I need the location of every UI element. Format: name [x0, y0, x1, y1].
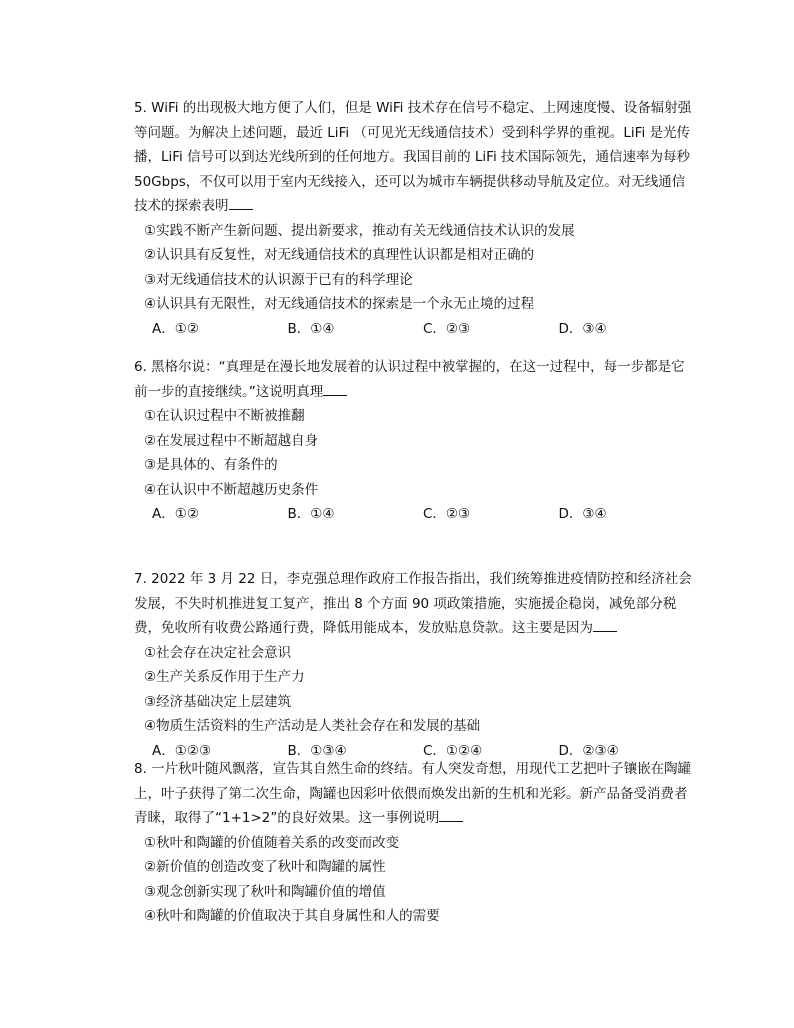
statement-2: ②在发展过程中不断超越自身 [144, 432, 319, 449]
choice-c[interactable]: C．②③ [423, 506, 471, 522]
question-stem-text: 8. 一片秋叶随风飘落，宣告其自然生命的终结。有人突发奇想，用现代工艺把叶子镶嵌在陶罐上，叶子获得了第二次生命，陶罐也因彩叶依偎而焕发出新的生机和光彩。新产品备受消费者青睐，取得了“1+1>2”的良好效果。这一事例说明 [134, 761, 692, 826]
question-stem-text: 6. 黑格尔说：“真理是在漫长地发展着的认识过程中被掌握的，在这一过程中，每一步都是它前一步的直接继续。”这说明真理 [134, 359, 685, 400]
statement-3: ③对无线通信技术的认识源于已有的科学理论 [144, 271, 413, 288]
statement-2: ②新价值的创造改变了秋叶和陶罐的属性 [144, 859, 386, 875]
statement-1: ①实践不断产生新问题、提出新要求，推动有关无线通信技术认识的发展 [144, 222, 575, 239]
question-6 [134, 355, 694, 527]
statement-3: ③经济基础决定上层建筑 [144, 693, 292, 710]
statement-1: ①在认识过程中不断被推翻 [144, 408, 305, 424]
answer-blank[interactable] [439, 809, 463, 822]
question-stem [134, 757, 694, 831]
question-5 [134, 96, 694, 341]
answer-blank[interactable] [323, 383, 347, 396]
choice-c[interactable]: C．①②④ [423, 742, 483, 759]
statement-4: ④秋叶和陶罐的价值取决于其自身属性和人的需要 [144, 908, 440, 924]
answer-blank[interactable] [593, 619, 617, 632]
statement-4: ④在认识中不断超越历史条件 [144, 481, 319, 498]
choice-b[interactable]: B．①④ [287, 320, 335, 337]
statement-4: ④认识具有无限性，对无线通信技术的探索是一个永无止境的过程 [144, 296, 535, 312]
question-stem-text: 5. WiFi 的出现极大地方便了人们，但是 WiFi 技术存在信号不稳定、上网速度慢、设备辐射强等问题。为解决上述问题，最近 LiFi （可见光无线通信技术）受到科学界的重视。LiFi 是光传播，LiFi 信号可以到达光线所到的任何地方。我国目前的 LiFi 技术国际领先，通信速率为每秒 50Gbps，不仅可以用于室内无线接入，还可以为城市车辆提供移动导航及定位。对无线通信技术的探索表明 [134, 100, 692, 214]
statement-1: ①秋叶和陶罐的价值随着关系的改变而改变 [144, 834, 400, 851]
question-7 [134, 567, 694, 763]
choice-d[interactable]: D．③④ [558, 320, 607, 337]
choice-b[interactable]: B．①④ [287, 506, 335, 522]
statement-1: ①社会存在决定社会意识 [144, 644, 292, 661]
question-stem [134, 355, 694, 404]
choice-d[interactable]: D．②③④ [558, 742, 619, 759]
choice-row [152, 502, 694, 527]
question-stem [134, 96, 694, 219]
question-stem [134, 567, 694, 641]
choice-a[interactable]: A．①②③ [152, 742, 212, 759]
choice-b[interactable]: B．①③④ [287, 742, 347, 759]
choice-c[interactable]: C．②③ [423, 320, 471, 337]
statement-4: ④物质生活资料的生产活动是人类社会存在和发展的基础 [144, 718, 481, 734]
statement-2: ②生产关系反作用于生产力 [144, 669, 305, 685]
statement-3: ③观念创新实现了秋叶和陶罐价值的增值 [144, 883, 386, 900]
question-stem-text: 7. 2022 年 3 月 22 日，李克强总理作政府工作报告指出，我们统筹推进疫情防控和经济社会发展，不失时机推进复工复产，推出 8 个方面 90 项政策措施，实施援企稳岗，减免部分税费，免收所有收费公路通行费，降低用能成本，发放贴息贷款。这主要是因为 [134, 571, 692, 636]
choice-d[interactable]: D．③④ [558, 506, 607, 522]
statement-2: ②认识具有反复性，对无线通信技术的真理性认识都是相对正确的 [144, 247, 535, 263]
choice-a[interactable]: A．①② [152, 506, 199, 522]
answer-blank[interactable] [229, 197, 253, 210]
choice-row [152, 317, 694, 342]
choice-a[interactable]: A．①② [152, 320, 199, 337]
statement-3: ③是具体的、有条件的 [144, 457, 278, 473]
question-8 [134, 757, 694, 929]
